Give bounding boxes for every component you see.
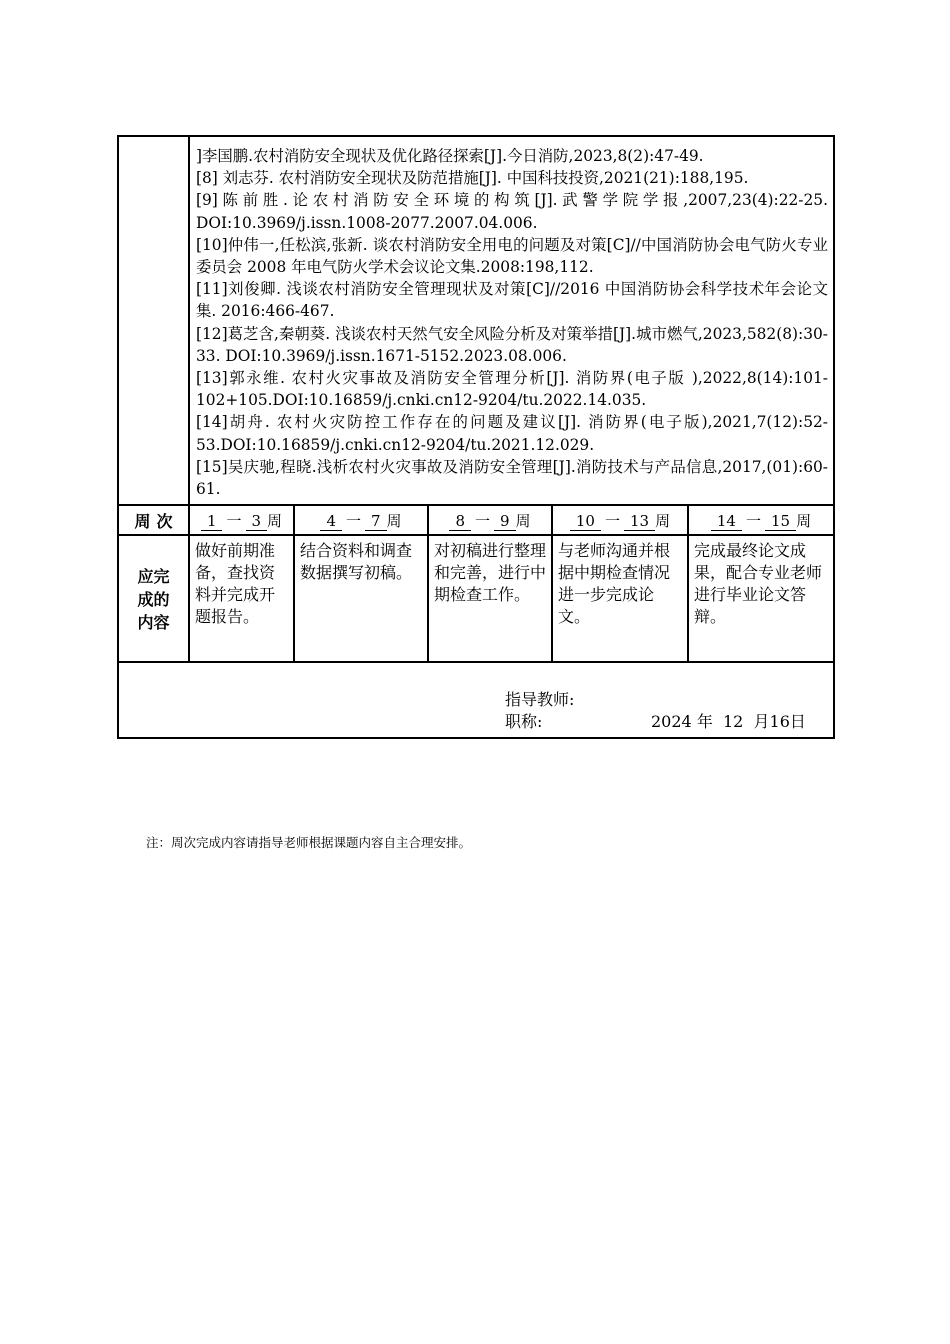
week-range-4 (552, 505, 688, 535)
date-year-char: 年 (696, 712, 713, 732)
task-text: 结合资料和调查数据撰写初稿。 (300, 541, 413, 583)
date-day-char: 日 (789, 712, 806, 732)
week-row (118, 505, 834, 535)
advisor-label: 指导教师: (505, 690, 575, 710)
references-left-blank (118, 136, 189, 505)
date-day: 16 (769, 712, 790, 732)
task-cell-2 (294, 535, 428, 662)
task-cell-1 (189, 535, 294, 662)
week-start: 1 (201, 512, 223, 531)
week-end: 15 (765, 512, 796, 531)
week-range-1 (189, 505, 294, 535)
week-start: 14 (711, 512, 742, 531)
content-row (118, 535, 834, 662)
reference-item: [10]仲伟一,任松滨,张新. 谈农村消防安全用电的问题及对策[C]//中国消防协会电气防火专业委员会 2008 年电气防火学术会议论文集.2008:198,112. (196, 235, 828, 277)
week-end: 7 (365, 512, 387, 531)
week-end: 13 (624, 512, 655, 531)
week-end: 3 (246, 512, 268, 531)
content-label-line: 内容 (137, 613, 170, 633)
task-text: 与老师沟通并根据中期检查情况进一步完成论文。 (558, 541, 671, 627)
week-start: 10 (570, 512, 601, 531)
week-dash: 一 (604, 511, 620, 530)
week-unit: 周 (267, 511, 283, 530)
task-cell-3 (428, 535, 552, 662)
content-label (118, 535, 189, 662)
reference-item: [8] 刘志芬. 农村消防安全现状及防范措施[J]. 中国科技投资,2021(21):188,195. (196, 169, 749, 188)
task-cell-4 (552, 535, 688, 662)
week-range-2 (294, 505, 428, 535)
footnote: 注：周次完成内容请指导老师根据课题内容自主合理安排。 (146, 835, 472, 850)
task-text: 完成最终论文成果，配合专业老师进行毕业论文答辩。 (694, 541, 823, 627)
signature-labels (505, 689, 574, 733)
week-start: 8 (449, 512, 471, 531)
signature-cell (118, 662, 834, 738)
date-month-char: 月 (753, 712, 770, 732)
week-range-5 (688, 505, 834, 535)
reference-list (190, 137, 833, 504)
signature-date (651, 711, 806, 733)
reference-item: [9]陈前胜.论农村消防安全环境的构筑[J].武警学院学报,2007,23(4):22-25. DOI:10.3969/j.issn.1008-2077.2007.04.006. (196, 191, 828, 232)
content-label-line: 应完 (137, 567, 170, 587)
week-unit: 周 (515, 511, 531, 530)
reference-item: [14]胡舟. 农村火灾防控工作存在的问题及建议[J]. 消防界(电子版),2021,7(12):52-53.DOI:10.16859/j.cnki.cn12-9204/tu.2021.12.029. (196, 413, 828, 454)
week-unit: 周 (796, 511, 812, 530)
task-text: 做好前期准备，查找资料并完成开题报告。 (195, 541, 276, 627)
reference-item: ]李国鹏.农村消防安全现状及优化路径探索[J].今日消防,2023,8(2):47-49. (196, 147, 704, 165)
reference-item: [15]吴庆驰,程晓.浅析农村火灾事故及消防安全管理[J].消防技术与产品信息,2017,(01):60-61. (196, 457, 828, 499)
week-range-3 (428, 505, 552, 535)
task-text: 对初稿进行整理和完善，进行中期检查工作。 (434, 541, 547, 605)
content-label-line: 成的 (137, 590, 170, 610)
reference-item: [13]郭永维. 农村火灾事故及消防安全管理分析[J]. 消防界(电子版 ),2022,8(14):101-102+105.DOI:10.16859/j.cnki.cn12-9204/tu.2022.14.035. (196, 369, 828, 410)
week-unit: 周 (386, 511, 402, 530)
task-cell-5 (688, 535, 834, 662)
week-label: 周次 (118, 505, 189, 535)
date-year: 2024 (651, 712, 692, 732)
reference-item: [12]葛芝含,秦朝葵. 浅谈农村天然气安全风险分析及对策举措[J].城市燃气,2023,582(8):30-33. DOI:10.3969/j.issn.1671-5152.2023.08.006. (196, 324, 828, 365)
reference-item: [11]刘俊卿. 浅谈农村消防安全管理现状及对策[C]//2016 中国消防协会科学技术年会论文集. 2016:466-467. (196, 280, 828, 321)
references-cell (189, 136, 834, 505)
signature-row (118, 662, 834, 738)
week-dash: 一 (345, 511, 361, 530)
week-start: 4 (320, 512, 342, 531)
week-dash: 一 (474, 511, 490, 530)
week-dash: 一 (745, 511, 761, 530)
week-end: 9 (494, 512, 516, 531)
title-label: 职称: (505, 712, 543, 732)
references-row (118, 136, 834, 505)
week-unit: 周 (655, 511, 671, 530)
date-month: 12 (723, 712, 744, 732)
task-form-table (117, 135, 835, 739)
week-dash: 一 (226, 511, 242, 530)
